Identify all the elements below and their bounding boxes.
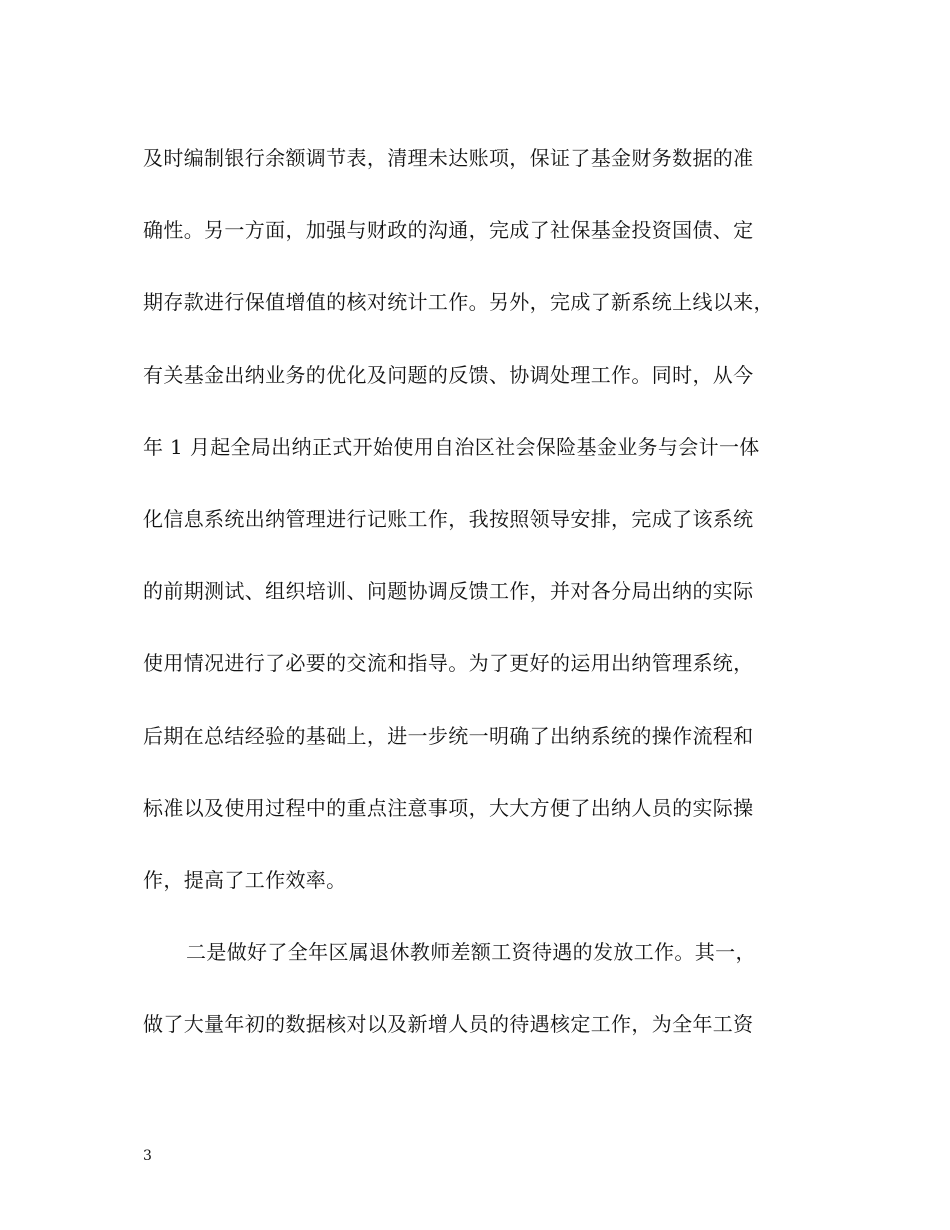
text-line: 标准以及使用过程中的重点注意事项，大大方便了出纳人员的实际操 [143,795,754,820]
text-line: 的前期测试、组织培训、问题协调反馈工作，并对各分局出纳的实际 [143,579,754,604]
text-line: 及时编制银行余额调节表，清理未达账项，保证了基金财务数据的准 [143,146,754,170]
text-line: 有关基金出纳业务的优化及问题的反馈、协调处理工作。同时，从今 [143,362,754,387]
text-line: 后期在总结经验的基础上，进一步统一明确了出纳系统的操作流程和 [143,723,754,748]
text-line: 化信息系统出纳管理进行记账工作，我按照领导安排，完成了该系统 [143,506,754,531]
text-line: 做了大量年初的数据核对以及新增人员的待遇核定工作，为全年工资 [143,1012,754,1037]
page-number: 3 [143,1148,152,1164]
text-line: 确性。另一方面，加强与财政的沟通，完成了社保基金投资国债、定 [143,218,754,243]
text-line: 作，提高了工作效率。 [143,867,347,892]
body-text [143,136,813,1074]
text-line: 年 1 月起全局出纳正式开始使用自治区社会保险基金业务与会计一体 [143,434,760,459]
paragraph-first-line: 二是做好了全年区属退休教师差额工资待遇的发放工作。其一， [186,940,756,965]
text-line: 使用情况进行了必要的交流和指导。为了更好的运用出纳管理系统， [143,651,754,676]
text-line: 期存款进行保值增值的核对统计工作。另外，完成了新系统上线以来， [143,290,774,315]
